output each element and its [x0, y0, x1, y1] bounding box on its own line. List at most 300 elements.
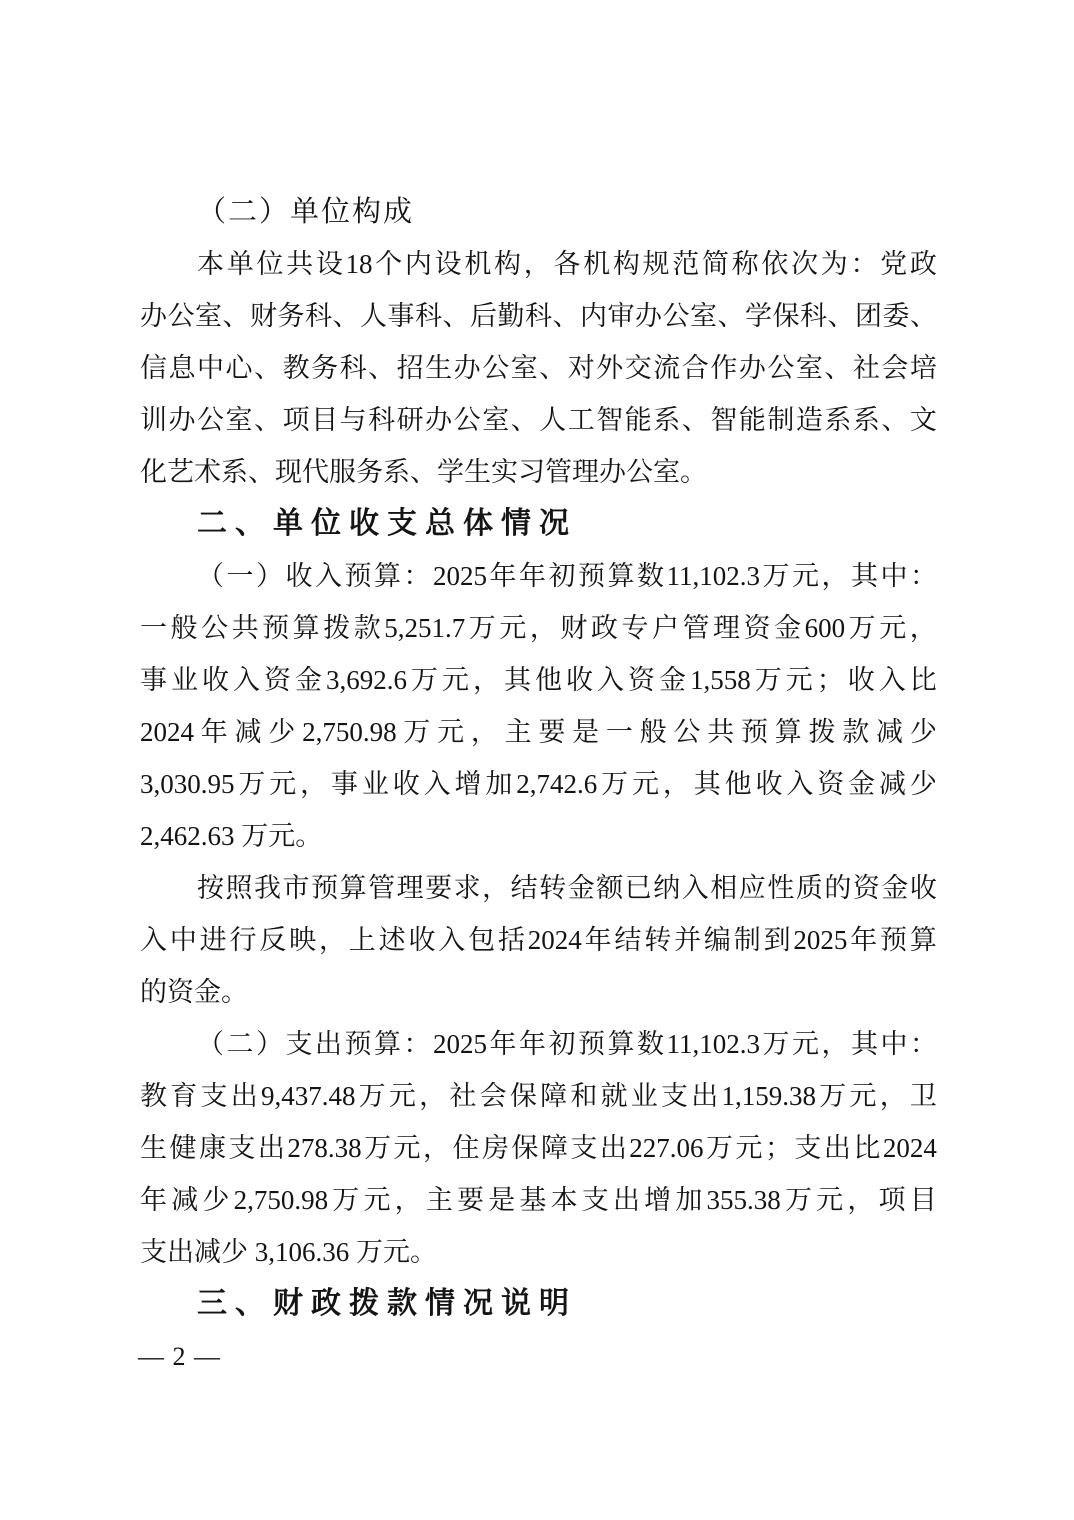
- text-token: 初: [548, 561, 576, 591]
- text-token: 算: [774, 717, 802, 747]
- text-token: 反: [259, 925, 287, 955]
- text-token: 教: [282, 353, 310, 383]
- text-token: 构: [494, 249, 522, 279]
- text-token: 元: [849, 1081, 877, 1111]
- text-token: 万: [601, 769, 629, 799]
- text-token: 基: [519, 1185, 547, 1215]
- text-token: 万: [784, 1185, 812, 1215]
- text-token: 项: [282, 405, 310, 435]
- text-token: 质: [795, 873, 823, 903]
- text-token: 收: [392, 769, 420, 799]
- text-token: ，: [879, 1081, 907, 1111]
- text-token: 元: [879, 613, 907, 643]
- text-token: 事: [331, 769, 358, 799]
- text-token: 、: [552, 301, 580, 331]
- text-token: 培: [909, 353, 937, 383]
- text-token: 办: [635, 301, 662, 331]
- text-token: 加: [485, 769, 513, 799]
- text-token: 科: [368, 405, 396, 435]
- text-token: 科: [415, 301, 442, 331]
- text-token: 算: [374, 561, 401, 591]
- text-token: 年: [519, 561, 546, 591]
- text-token: ：: [850, 249, 878, 279]
- text-token: 入: [140, 925, 167, 955]
- text-token: 专: [621, 613, 649, 643]
- text-token: 资: [628, 665, 655, 695]
- text-token: 务: [277, 301, 305, 331]
- text-token: 办: [140, 301, 167, 331]
- text-token: 资: [264, 665, 291, 695]
- text-token: 元: [792, 561, 819, 591]
- text-token: 团: [855, 301, 882, 331]
- text-token: 万: [238, 769, 266, 799]
- text-token: ，: [821, 1029, 849, 1059]
- text-token: 年: [140, 1185, 167, 1215]
- text-token: 、: [881, 405, 909, 435]
- text-line: [140, 550, 937, 602]
- text-token: 金: [774, 613, 802, 643]
- text-token: 入: [315, 561, 342, 591]
- text-token: 比: [909, 665, 937, 695]
- text-token: 性: [767, 873, 795, 903]
- text-token: 、: [254, 353, 282, 383]
- text-token: 财: [250, 301, 277, 331]
- text-token: 元: [792, 1029, 819, 1059]
- text-token: 年: [850, 925, 878, 955]
- text-token: 收: [285, 561, 313, 591]
- text-token: 、: [539, 353, 567, 383]
- text-token: 照: [225, 873, 253, 903]
- text-token: 育: [170, 1081, 198, 1111]
- text-line: [140, 290, 937, 342]
- text-token: 出: [612, 1185, 640, 1215]
- text-line: [140, 1018, 937, 1070]
- text-token: 就: [600, 1081, 628, 1111]
- text-token: 住: [452, 1133, 480, 1163]
- text-token: 理: [713, 613, 741, 643]
- text-token: 与: [339, 405, 367, 435]
- text-token: 各: [553, 249, 581, 279]
- text-token: 造: [795, 405, 823, 435]
- text-line: [140, 706, 937, 758]
- text-token: 科: [305, 301, 332, 331]
- text-token: 规: [642, 249, 670, 279]
- text-token: 年: [489, 561, 517, 591]
- text-token: 人: [360, 301, 387, 331]
- text-token: 健: [169, 1133, 197, 1163]
- text-token: 入: [597, 665, 624, 695]
- text-token: 的: [824, 873, 852, 903]
- text-token: 收: [566, 665, 593, 695]
- text-token: 278.38: [287, 1133, 362, 1163]
- text-token: ：: [403, 1029, 431, 1059]
- text-token: 额: [596, 873, 624, 903]
- text-token: 、: [681, 405, 709, 435]
- text-line: 三、财政拨款情况说明: [197, 1286, 577, 1321]
- text-token: 他: [535, 665, 562, 695]
- text-token: 般: [170, 613, 198, 643]
- text-token: 算: [374, 1029, 401, 1059]
- text-token: 依: [761, 249, 789, 279]
- text-token: 后: [470, 301, 497, 331]
- text-line: [140, 342, 937, 394]
- text-token: 生: [425, 353, 453, 383]
- text-token: 外: [596, 353, 624, 383]
- text-token: 、: [442, 301, 470, 331]
- text-token: 公: [453, 405, 481, 435]
- text-token: 主: [425, 1185, 453, 1215]
- text-token: 2,750.98: [233, 1185, 329, 1215]
- text-token: 公: [673, 717, 701, 747]
- text-token: 、: [827, 301, 855, 331]
- text-token: 拨: [323, 613, 351, 643]
- text-token: 元: [785, 665, 813, 695]
- text-token: 2025: [793, 925, 848, 955]
- text-token: 减: [234, 717, 262, 747]
- text-token: 一: [140, 613, 167, 643]
- text-token: 、: [510, 405, 538, 435]
- text-token: 元: [735, 1133, 763, 1163]
- text-token: 转: [539, 873, 567, 903]
- text-token: 上: [348, 925, 376, 955]
- text-token: 预: [740, 717, 768, 747]
- section-3-title: [140, 1278, 937, 1330]
- text-token: 个: [375, 249, 403, 279]
- text-token: 社: [449, 1081, 477, 1111]
- text-token: 内: [580, 301, 607, 331]
- text-token: 结: [510, 873, 538, 903]
- text-token: 招: [396, 353, 424, 383]
- text-token: 要: [425, 873, 453, 903]
- text-token: ，: [821, 561, 849, 591]
- text-token: 入: [423, 769, 451, 799]
- text-token: 少: [909, 717, 937, 747]
- text-token: 学: [745, 301, 772, 331]
- text-token: 2025: [433, 1029, 487, 1059]
- text-line: 化艺术系、现代服务系、学生实习管理办公室。: [140, 457, 707, 487]
- text-token: 次: [791, 249, 819, 279]
- text-token: 元: [442, 665, 469, 695]
- text-token: 事: [387, 301, 415, 331]
- text-token: 、: [332, 301, 360, 331]
- text-token: 万: [332, 1185, 360, 1215]
- text-token: 2024: [882, 1133, 937, 1163]
- text-line: 2,462.63 万元。: [140, 821, 323, 851]
- text-token: 保: [509, 1081, 537, 1111]
- text-token: 收: [909, 873, 937, 903]
- text-token: 支: [200, 1081, 228, 1111]
- text-token: 元: [388, 1081, 416, 1111]
- text-token: 目: [909, 1185, 937, 1215]
- text-token: 其: [693, 769, 721, 799]
- text-token: 研: [396, 405, 424, 435]
- text-token: 相: [710, 873, 738, 903]
- text-token: 、: [254, 405, 282, 435]
- text-token: 财: [560, 613, 588, 643]
- document-content: [140, 186, 937, 1330]
- text-token: 流: [653, 353, 681, 383]
- text-token: 年: [489, 1029, 517, 1059]
- text-token: ，: [482, 873, 510, 903]
- text-token: 预: [578, 1029, 605, 1059]
- text-token: 机: [464, 249, 492, 279]
- text-token: 资: [852, 873, 880, 903]
- text-token: 合: [681, 353, 709, 383]
- text-token: 收: [847, 665, 875, 695]
- text-token: 、: [368, 353, 396, 383]
- text-token: 康: [198, 1133, 226, 1163]
- text-token: 中: [880, 561, 908, 591]
- text-token: 金: [295, 665, 322, 695]
- text-token: 5,251.7: [384, 613, 466, 643]
- text-token: 出: [599, 1133, 627, 1163]
- text-token: 科: [525, 301, 552, 331]
- text-token: ，: [847, 1185, 875, 1215]
- text-token: 系: [653, 405, 681, 435]
- text-token: 作: [710, 353, 738, 383]
- text-token: 算: [339, 873, 367, 903]
- text-token: 般: [639, 717, 667, 747]
- expenditure-budget-paragraph: [140, 1018, 937, 1278]
- page-number: — 2 —: [138, 1342, 221, 1371]
- text-token: 室: [225, 405, 253, 435]
- text-token: 其: [851, 1029, 878, 1059]
- text-token: 万: [848, 613, 876, 643]
- text-token: 人: [539, 405, 567, 435]
- text-token: 元: [499, 613, 527, 643]
- text-token: 机: [583, 249, 611, 279]
- text-token: 办: [168, 405, 196, 435]
- text-token: 2024: [527, 925, 582, 955]
- text-token: 纳: [653, 873, 681, 903]
- text-token: 算: [292, 613, 320, 643]
- text-token: 已: [624, 873, 652, 903]
- text-token: 元: [437, 717, 465, 747]
- text-token: ；: [764, 1133, 792, 1163]
- text-token: 进: [199, 925, 227, 955]
- text-token: 室: [482, 405, 510, 435]
- text-token: 万: [706, 1133, 733, 1163]
- text-token: 2,742.6: [516, 769, 598, 799]
- text-token: 出: [315, 1029, 342, 1059]
- text-token: 和: [570, 1081, 598, 1111]
- text-token: ）: [256, 561, 283, 591]
- text-token: 减: [171, 1185, 199, 1215]
- text-token: 355.38: [706, 1185, 781, 1215]
- text-token: 预: [344, 561, 372, 591]
- text-token: 公: [197, 405, 225, 435]
- text-token: ，: [419, 1081, 447, 1111]
- text-token: 算: [909, 925, 937, 955]
- text-token: 预: [880, 925, 908, 955]
- text-token: ）: [256, 1029, 283, 1059]
- text-token: 政: [909, 249, 937, 279]
- text-token: 公: [767, 353, 795, 383]
- text-token: 共: [707, 717, 735, 747]
- text-token: 训: [140, 405, 167, 435]
- text-token: 办: [425, 405, 453, 435]
- text-token: 室: [510, 353, 538, 383]
- text-token: 支: [794, 1133, 822, 1163]
- text-token: 制: [733, 925, 761, 955]
- text-token: 11,102.3: [666, 1029, 760, 1059]
- text-token: 元: [363, 1185, 391, 1215]
- text-token: 卫: [909, 1081, 937, 1111]
- text-token: 市: [282, 873, 310, 903]
- text-line: [140, 862, 937, 914]
- text-token: 万: [762, 1029, 790, 1059]
- text-token: 18: [345, 249, 373, 279]
- text-line: 支出减少 3,106.36 万元。: [140, 1237, 437, 1267]
- text-token: 结: [614, 925, 642, 955]
- text-token: 、: [222, 301, 250, 331]
- text-token: ，: [394, 1185, 422, 1215]
- text-token: 范: [672, 249, 700, 279]
- text-token: 1,159.38: [721, 1081, 816, 1111]
- text-token: 行: [229, 925, 257, 955]
- text-token: ：: [910, 1029, 937, 1059]
- text-token: 业: [171, 665, 198, 695]
- text-token: 业: [361, 769, 389, 799]
- text-token: 管: [682, 613, 710, 643]
- text-token: 减: [879, 769, 906, 799]
- text-token: 万: [468, 613, 496, 643]
- text-token: 公: [662, 301, 690, 331]
- text-token: 设: [434, 249, 462, 279]
- text-token: 二: [226, 1029, 254, 1059]
- text-token: 公: [201, 613, 229, 643]
- text-token: 智: [596, 405, 624, 435]
- text-token: 2024: [140, 717, 194, 747]
- text-token: 委: [882, 301, 910, 331]
- text-token: 增: [644, 1185, 672, 1215]
- text-token: 系: [852, 405, 880, 435]
- text-token: 办: [453, 353, 481, 383]
- text-token: 年: [584, 925, 612, 955]
- text-token: 元: [269, 769, 297, 799]
- text-token: 我: [254, 873, 282, 903]
- text-token: ，: [523, 249, 551, 279]
- text-token: 务: [311, 353, 339, 383]
- text-token: 室: [795, 353, 823, 383]
- text-token: 中: [880, 1029, 908, 1059]
- text-token: 3,030.95: [140, 769, 235, 799]
- text-token: 政: [590, 613, 618, 643]
- text-line: [140, 654, 937, 706]
- text-line: （二）单位构成: [197, 196, 415, 228]
- text-token: 他: [724, 769, 752, 799]
- text-token: 公: [167, 301, 195, 331]
- text-token: 为: [820, 249, 848, 279]
- text-token: 9,437.48: [260, 1081, 356, 1111]
- text-token: 目: [311, 405, 339, 435]
- text-token: 生: [140, 1133, 167, 1163]
- text-token: 息: [168, 353, 196, 383]
- text-token: 管: [368, 873, 396, 903]
- text-token: 办: [738, 353, 766, 383]
- text-token: 单: [226, 249, 254, 279]
- text-token: 出: [230, 1081, 258, 1111]
- text-token: 1,558: [690, 665, 751, 695]
- text-token: 社: [852, 353, 880, 383]
- text-token: 设: [315, 249, 343, 279]
- text-token: 业: [630, 1081, 658, 1111]
- text-line: [140, 758, 937, 810]
- text-token: ，: [909, 613, 937, 643]
- text-token: 预: [344, 1029, 372, 1059]
- text-token: 要: [538, 717, 566, 747]
- text-token: 项: [878, 1185, 906, 1215]
- text-token: 其: [504, 665, 531, 695]
- text-token: 年: [519, 1029, 546, 1059]
- text-token: 构: [612, 249, 640, 279]
- text-token: 加: [675, 1185, 703, 1215]
- text-token: 本: [197, 249, 224, 279]
- text-line: [140, 394, 937, 446]
- text-token: 保: [772, 301, 800, 331]
- text-token: 数: [637, 1029, 664, 1059]
- text-token: 万: [762, 561, 790, 591]
- text-token: 资: [743, 613, 771, 643]
- text-token: 万: [403, 717, 431, 747]
- text-token: 信: [140, 353, 167, 383]
- text-token: 入: [438, 925, 466, 955]
- text-token: 括: [497, 925, 525, 955]
- carryover-note-paragraph: [140, 862, 937, 1018]
- text-token: 支: [285, 1029, 313, 1059]
- income-budget-paragraph: [140, 550, 937, 862]
- text-token: 万: [358, 1081, 386, 1111]
- text-token: 文: [909, 405, 937, 435]
- text-token: 收: [202, 665, 229, 695]
- text-token: 出: [823, 1133, 851, 1163]
- text-token: 能: [738, 405, 766, 435]
- text-token: ：: [910, 561, 937, 591]
- text-token: 勤: [497, 301, 525, 331]
- text-token: 包: [468, 925, 496, 955]
- text-token: 款: [842, 717, 870, 747]
- text-token: 简: [701, 249, 729, 279]
- text-token: 并: [674, 925, 702, 955]
- text-token: 教: [140, 1081, 167, 1111]
- text-token: 应: [738, 873, 766, 903]
- text-token: 映: [289, 925, 317, 955]
- text-token: 房: [481, 1133, 509, 1163]
- text-token: 年: [200, 717, 228, 747]
- text-token: 障: [540, 1133, 568, 1163]
- text-token: 室: [690, 301, 717, 331]
- text-token: 、: [824, 353, 852, 383]
- text-token: ，: [423, 1133, 450, 1163]
- text-line: [140, 914, 937, 966]
- text-token: 系: [824, 405, 852, 435]
- text-token: 障: [540, 1081, 568, 1111]
- text-line: [140, 238, 937, 290]
- text-token: 初: [548, 1029, 576, 1059]
- text-token: （: [197, 561, 224, 591]
- text-token: 智: [710, 405, 738, 435]
- text-token: 入: [233, 665, 260, 695]
- text-token: 出: [691, 1081, 719, 1111]
- text-token: 、: [717, 301, 745, 331]
- text-token: 理: [396, 873, 424, 903]
- text-token: 比: [853, 1133, 881, 1163]
- text-token: 制: [767, 405, 795, 435]
- text-token: 其: [851, 561, 878, 591]
- text-token: 金: [567, 873, 595, 903]
- text-token: 到: [763, 925, 791, 955]
- text-token: 会: [881, 353, 909, 383]
